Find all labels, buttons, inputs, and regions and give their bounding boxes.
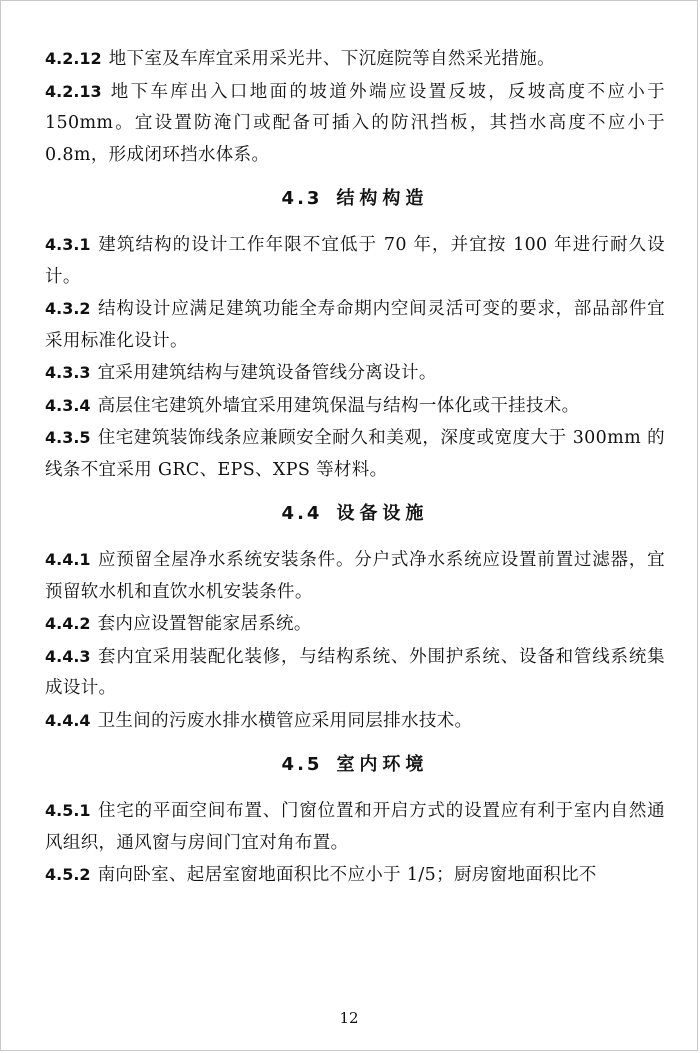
- clause-text: 宜采用建筑结构与建筑设备管线分离设计。: [97, 363, 437, 383]
- clause-text: 地下车库出入口地面的坡道外端应设置反坡，反坡高度不应小于 150mm。宜设置防淹门或配备可插入的防汛挡板，其挡水高度不应小于 0.8m，形成闭环挡水体系。: [45, 81, 665, 165]
- clause-number: 4.4.3: [45, 646, 91, 666]
- clause-4-5-1: [45, 795, 665, 859]
- clause-text: 应预留全屋净水系统安装条件。分户式净水系统应设置前置过滤器，宜预留软水机和直饮水机安装条件。: [45, 550, 665, 602]
- clause-number: 4.2.12: [45, 49, 102, 68]
- clause-number: 4.2.13: [45, 81, 102, 101]
- page-number: 12: [339, 1009, 359, 1027]
- section-title: 结构构造: [336, 188, 429, 209]
- clause-text: 住宅建筑装饰线条应兼顾安全耐久和美观，深度或宽度大于 300mm 的线条不宜采用 GRC、EPS、XPS 等材料。: [45, 428, 665, 480]
- clause-number: 4.4.2: [45, 614, 91, 633]
- section-number: 4.5: [281, 754, 323, 775]
- clause-text: 结构设计应满足建筑功能全寿命期内空间灵活可变的要求，部品部件宜采用标准化设计。: [45, 299, 665, 351]
- document-body: [45, 43, 665, 892]
- clause-text: 高层住宅建筑外墙宜采用建筑保温与结构一体化或干挂技术。: [97, 395, 580, 416]
- clause-4-3-1: [45, 229, 665, 293]
- clause-number: 4.5.1: [45, 801, 91, 820]
- clause-4-2-12: [45, 43, 665, 76]
- clause-text: 套内宜采用装配化装修，与结构系统、外围护系统、设备和管线系统集成设计。: [45, 646, 665, 698]
- section-number: 4.4: [281, 503, 323, 524]
- clause-text: 建筑结构的设计工作年限不宜低于 70 年，并宜按 100 年进行耐久设计。: [45, 235, 665, 287]
- clause-4-4-2: [45, 608, 665, 641]
- clause-number: 4.3.3: [45, 363, 91, 382]
- clause-number: 4.4.1: [45, 550, 91, 569]
- section-heading-4-5: [45, 737, 665, 795]
- clause-4-4-1: [45, 544, 665, 608]
- clause-4-4-3: [45, 641, 665, 705]
- clause-text: 卫生间的污废水排水横管应采用同层排水技术。: [97, 710, 473, 731]
- clause-text: 套内应设置智能家居系统。: [97, 614, 312, 634]
- clause-4-4-4: [45, 705, 665, 738]
- clause-4-2-13: [45, 76, 665, 172]
- clause-number: 4.4.4: [45, 710, 91, 730]
- clause-text: 地下室及车库宜采用采光井、下沉庭院等自然采光措施。: [108, 49, 555, 69]
- section-heading-4-4: [45, 486, 665, 544]
- section-number: 4.3: [281, 188, 323, 209]
- clause-number: 4.3.5: [45, 428, 91, 447]
- clause-text: 住宅的平面空间布置、门窗位置和开启方式的设置应有利于室内自然通风组织，通风窗与房间门宜对角布置。: [45, 801, 665, 853]
- clause-number: 4.3.2: [45, 299, 91, 318]
- clause-text: 南向卧室、起居室窗地面积比不应小于 1/5；厨房窗地面积比不: [97, 865, 597, 885]
- clause-4-3-4: [45, 390, 665, 423]
- clause-4-3-5: [45, 422, 665, 486]
- clause-4-3-3: [45, 357, 665, 390]
- section-title: 设备设施: [336, 503, 429, 524]
- clause-number: 4.3.1: [45, 235, 91, 254]
- clause-number: 4.5.2: [45, 865, 91, 884]
- section-heading-4-3: [45, 171, 665, 229]
- section-title: 室内环境: [336, 754, 429, 775]
- clause-4-5-2: [45, 859, 665, 892]
- clause-4-3-2: [45, 293, 665, 357]
- clause-number: 4.3.4: [45, 395, 91, 415]
